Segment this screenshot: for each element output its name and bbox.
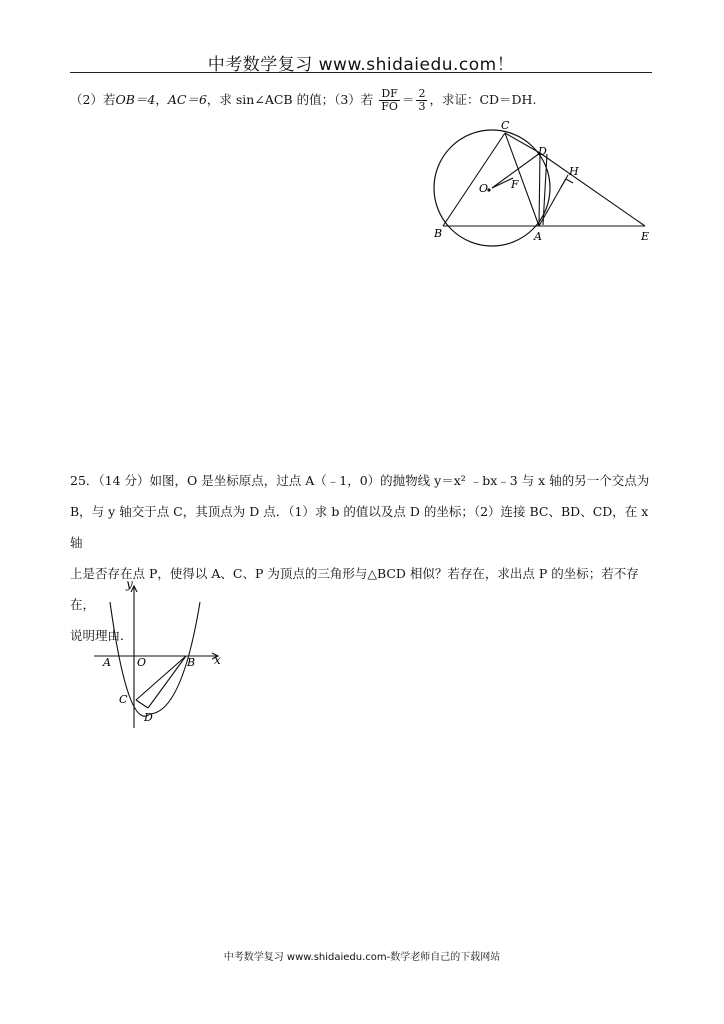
segment-da: [539, 153, 540, 226]
page-header: 中考数学复习 www.shidaiedu.com！: [207, 55, 515, 75]
fraction-numerator: DF: [379, 88, 400, 101]
label-y: y: [126, 577, 133, 591]
ac-condition: AC＝6: [167, 92, 207, 107]
question-25-line-4: 说明理由．: [70, 628, 133, 643]
segment-bc: [443, 133, 505, 226]
fraction-two-thirds: [416, 88, 427, 113]
equals-sign: ＝: [401, 92, 415, 107]
label-d: D: [144, 711, 153, 724]
fraction-df-fo: [379, 88, 400, 113]
label-b: B: [187, 656, 196, 669]
circle-geometry-figure: [425, 118, 660, 248]
label-e: E: [641, 230, 650, 243]
part2-ask: ，求 sin∠ACB 的值；（3）若: [206, 92, 374, 107]
page-footer: 中考数学复习 www.shidaiedu.com-数学老师自己的下载网站: [223, 952, 501, 963]
parabola-figure: [90, 572, 230, 732]
label-f: F: [511, 178, 519, 191]
segment-de: [540, 153, 645, 226]
question-25-line-2: B，与 y 轴交于点 C，其顶点为 D 点．（1）求 b 的值以及点 D 的坐标；（2）连接 BC、BD、CD，在 x 轴: [70, 504, 649, 550]
fraction-denominator: 3: [418, 100, 426, 113]
question-25-line-3: 上是否存在点 P，使得以 A、C、P 为顶点的三角形与△BCD 相似？若存在，求出点 P 的坐标；若不存在，: [70, 566, 639, 612]
question-25-line-1: 25．（14 分）如图，O 是坐标原点，过点 A（﹣1，0）的抛物线 y＝x² ﹣bx﹣3 与 x 轴的另一个交点为: [70, 473, 650, 488]
sep: ，: [155, 92, 168, 107]
label-c: C: [119, 693, 128, 706]
fraction-numerator: 2: [418, 87, 426, 100]
right-angle-mark: [561, 179, 573, 187]
segment-of: [492, 178, 513, 188]
question-24-parts: [70, 88, 536, 113]
part3-prove: ，求证：CD＝DH.: [429, 92, 537, 107]
label-o: O: [137, 656, 147, 669]
label-h: H: [569, 165, 579, 178]
label-d: D: [538, 145, 547, 158]
ob-condition: OB＝4: [115, 92, 156, 107]
header-divider: [70, 72, 652, 73]
part2-prefix: （2）若: [70, 92, 116, 107]
label-c: C: [501, 119, 510, 132]
label-b: B: [434, 227, 443, 240]
label-a: A: [103, 656, 111, 669]
label-o: O: [479, 182, 489, 195]
fraction-denominator: FO: [381, 100, 398, 113]
label-x: x: [214, 653, 221, 667]
segment-cd: [136, 700, 148, 708]
label-a: A: [534, 230, 542, 243]
segment-cd: [505, 133, 540, 153]
